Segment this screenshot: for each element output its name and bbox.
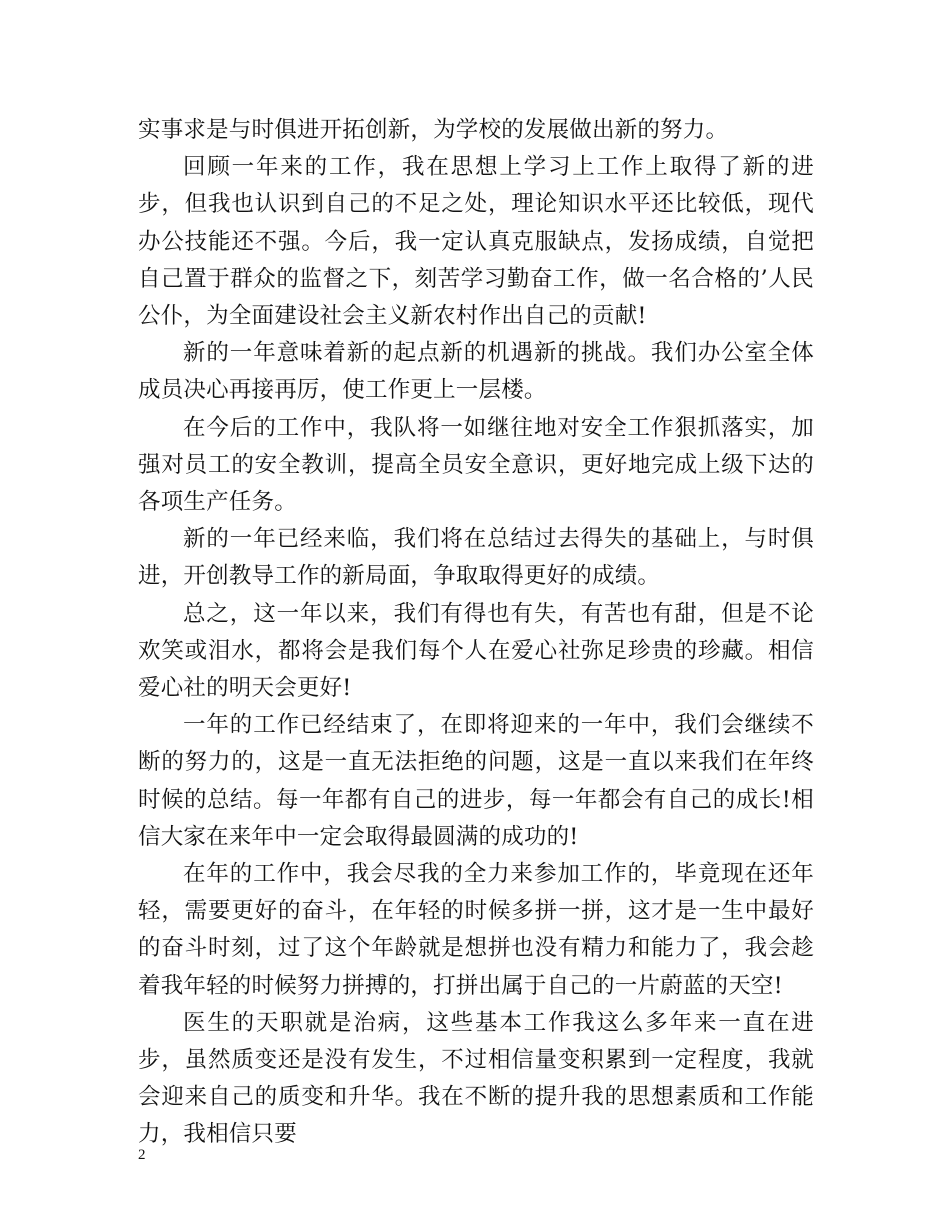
paragraph: 实事求是与时俱进开拓创新，为学校的发展做出新的努力。 [138, 117, 729, 143]
paragraph: 在年的工作中，我会尽我的全力来参加工作的，毕竟现在还年轻，需要更好的奋斗，在年轻的时候多拼一拼，这才是一生中最好的奋斗时刻，过了这个年龄就是想拼也没有精力和能力了，我会趁着我年轻的时候努力拼搏的，打拼出属于自己的一片蔚蓝的天空! [138, 861, 814, 999]
paragraph: 医生的天职就是治病，这些基本工作我这么多年来一直在进步，虽然质变还是没有发生，不过相信量变积累到一定程度，我就会迎来自己的质变和升华。我在不断的提升我的思想素质和工作能力，我相信只要 [138, 1009, 814, 1148]
paragraph: 总之，这一年以来，我们有得也有失，有苦也有甜，但是不论欢笑或泪水，都将会是我们每个人在爱心社弥足珍贵的珍藏。相信爱心社的明天会更好! [138, 600, 814, 702]
paragraph: 在今后的工作中，我队将一如继往地对安全工作狠抓落实，加强对员工的安全教训，提高全员安全意识，更好地完成上级下达的各项生产任务。 [138, 414, 814, 516]
page-number: 2 [138, 1147, 146, 1163]
paragraph: 回顾一年来的工作，我在思想上学习上工作上取得了新的进步，但我也认识到自己的不足之处，理论知识水平还比较低，现代办公技能还不强。今后，我一定认真克服缺点，发扬成绩，自觉把自己置于群众的监督之下，刻苦学习勤奋工作，做一名合格的’人民公仆，为全面建设社会主义新农村作出自己的贡献! [138, 154, 814, 330]
body-text [138, 112, 814, 1154]
paragraph: 一年的工作已经结束了，在即将迎来的一年中，我们会继续不断的努力的，这是一直无法拒绝的问题，这是一直以来我们在年终时候的总结。每一年都有自己的进步，每一年都会有自己的成长!相信大家在来年中一定会取得最圆满的成功的! [138, 712, 814, 850]
paragraph: 新的一年意味着新的起点新的机遇新的挑战。我们办公室全体成员决心再接再厉，使工作更上一层楼。 [138, 340, 814, 404]
paragraph: 新的一年已经来临，我们将在总结过去得失的基础上，与时俱进，开创教导工作的新局面，争取取得更好的成绩。 [138, 526, 814, 590]
